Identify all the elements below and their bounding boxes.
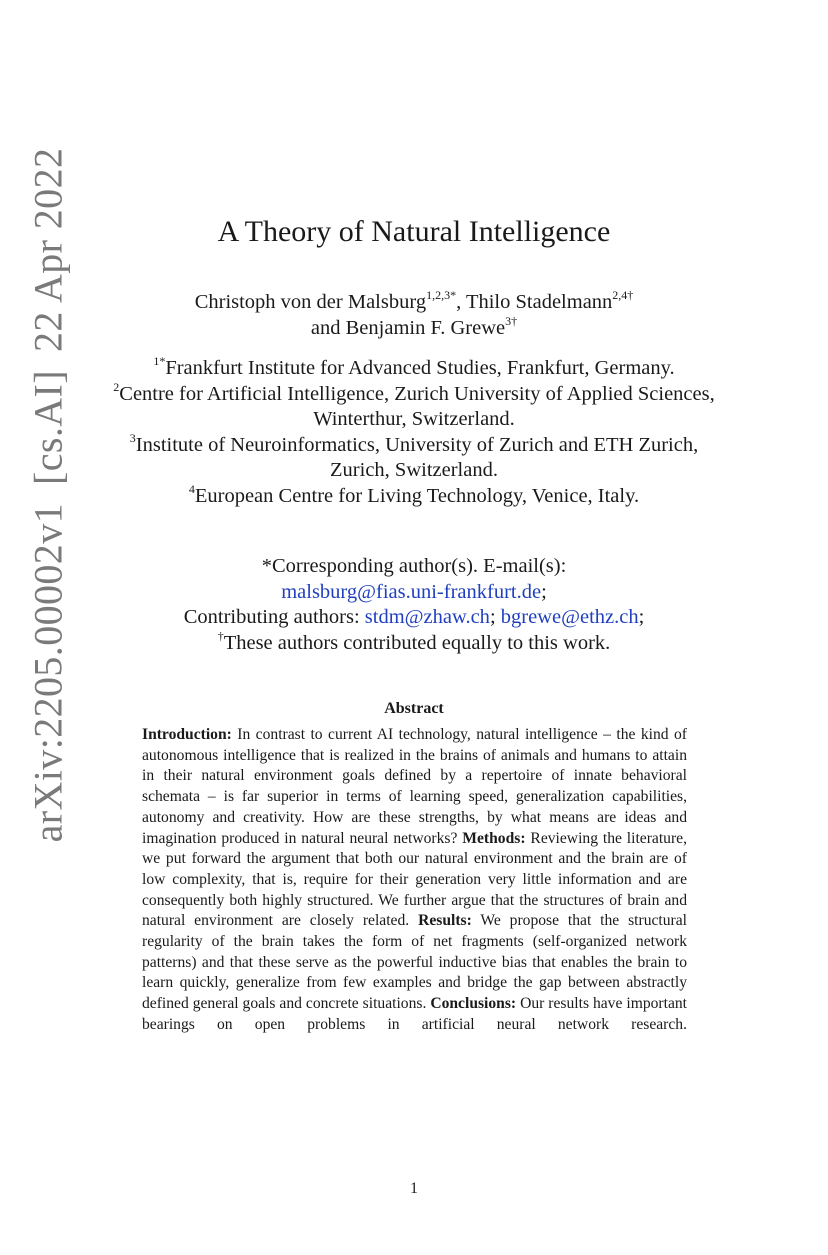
affiliation-list (100, 356, 728, 509)
arxiv-category: [cs.AI] (25, 370, 71, 485)
abstract-section-text: Our results have important bearings on open problems in artificial neural network research. (142, 995, 687, 1033)
author-name: Benjamin F. Grewe (345, 317, 506, 339)
abstract-body (142, 725, 687, 1036)
arxiv-stamp (25, 148, 72, 843)
affiliation-text: Frankfurt Institute for Advanced Studies, Frankfurt, Germany. (165, 357, 675, 379)
abstract-section-text: We propose that the structural regularity of the brain takes the form of net fragments (self-organized network patterns) and that these serve as the powerful inductive bias that enables the brain to learn quickly, generalize from few examples and bridge the gap between abstractly defined general goals and concrete situations. (142, 912, 687, 1013)
paper-title: A Theory of Natural Intelligence (217, 215, 611, 248)
affiliation (100, 481, 728, 510)
author-separator: and (310, 317, 346, 339)
affiliation-text: Institute of Neuroinformatics, University of Zurich and ETH Zurich, Zurich, Switzerland. (135, 433, 699, 481)
affiliation-text: Centre for Artificial Intelligence, Zurich University of Applied Sciences, Winterthur, Switzerland. (119, 382, 715, 430)
dagger-marker: † (217, 628, 224, 643)
arxiv-id: arXiv:2205.00002v1 (25, 502, 71, 843)
correspondence-block (100, 554, 728, 656)
punctuation: ; (489, 606, 501, 628)
affiliation (100, 430, 728, 484)
abstract-heading: Abstract (384, 700, 444, 717)
contributing-authors-label: Contributing authors: (183, 606, 365, 628)
abstract-section-label: Results: (418, 912, 472, 930)
abstract-section-text: In contrast to current AI technology, natural intelligence – the kind of autonomous intelligence that is realized in the brains of animals and humans to attain in their natural environment goals defined by a repertoire of innate behavioral schemata – is far superior in terms of learning speed, generalization capabilities, autonomy and creativity. How are these strengths, by what means are ideas and imagination produced in natural neural networks? (142, 726, 687, 847)
affiliation-text: European Centre for Living Technology, Venice, Italy. (194, 484, 640, 507)
author-affiliation-marker: 3† (505, 314, 518, 329)
affiliation (100, 379, 728, 433)
affiliation-marker: 4 (188, 481, 195, 496)
abstract-section-label: Introduction: (142, 726, 232, 743)
author-list (0, 289, 828, 341)
corresponding-author-line: *Corresponding author(s). E-mail(s): (261, 555, 567, 577)
abstract-section-label: Conclusions: (430, 995, 517, 1013)
page-number: 1 (410, 1180, 418, 1197)
equal-contribution-note: These authors contributed equally to this work. (223, 631, 611, 654)
author-separator: , (456, 291, 466, 313)
abstract-section-text: Reviewing the literature, we put forward the argument that both our natural environment and the brain are of low complexity, that is, require for their generation very little information and are consequently both highly structured. We further argue that the structures of brain and natural environment are closely related. (142, 829, 687, 930)
affiliation (100, 356, 728, 382)
author-name: Christoph von der Malsburg (194, 291, 427, 313)
affiliation-marker: 1* (153, 354, 166, 369)
author-name: Thilo Stadelmann (465, 291, 613, 313)
email-link-stdm[interactable]: stdm@zhaw.ch (364, 606, 490, 628)
abstract-paragraph (142, 725, 687, 1036)
affiliation-marker: 2 (113, 379, 120, 394)
punctuation: ; (541, 580, 547, 603)
abstract-section-label: Methods: (462, 829, 526, 847)
email-link-malsburg[interactable]: malsburg@fias.uni-frankfurt.de (281, 580, 542, 603)
punctuation: ; (638, 606, 645, 628)
affiliation-marker: 3 (129, 430, 136, 445)
email-link-bgrewe[interactable]: bgrewe@ethz.ch (500, 606, 639, 628)
author-affiliation-marker: 1,2,3* (426, 288, 457, 303)
arxiv-date: 22 Apr 2022 (25, 147, 71, 353)
author-affiliation-marker: 2,4† (612, 288, 634, 303)
